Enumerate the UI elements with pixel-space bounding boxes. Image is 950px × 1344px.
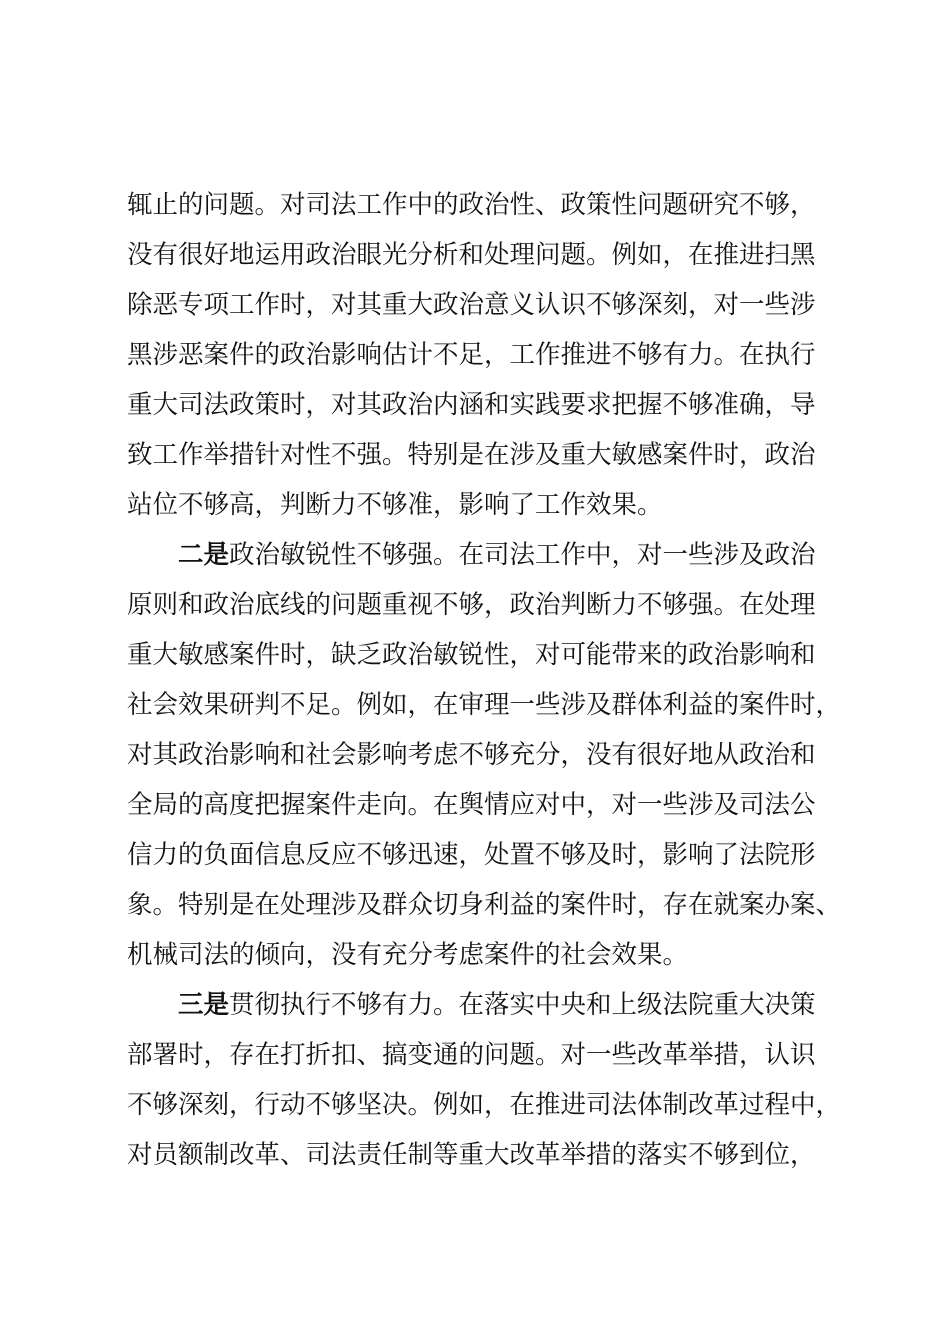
text-line: 信力的负面信息反应不够迅速，处置不够及时，影响了法院形 — [127, 840, 816, 870]
paragraph-lead: 三是 — [178, 990, 230, 1020]
paragraph-lead: 二是 — [178, 540, 230, 570]
text-line: 除恶专项工作时，对其重大政治意义认识不够深刻，对一些涉 — [127, 290, 816, 320]
text-line: 重大敏感案件时，缺乏政治敏锐性，对可能带来的政治影响和 — [127, 640, 816, 670]
paragraph-1 — [127, 180, 862, 530]
document-body — [127, 180, 862, 1180]
text-line: 不够深刻，行动不够坚决。例如，在推进司法体制改革过程中， — [127, 1090, 842, 1120]
text-line: 象。特别是在处理涉及群众切身利益的案件时，存在就案办案、 — [127, 890, 842, 920]
text-line: 社会效果研判不足。例如，在审理一些涉及群体利益的案件时， — [127, 690, 842, 720]
text-line: 重大司法政策时，对其政治内涵和实践要求把握不够准确，导 — [127, 390, 816, 420]
text-line: 没有很好地运用政治眼光分析和处理问题。例如，在推进扫黑 — [127, 240, 816, 270]
text-line: 辄止的问题。对司法工作中的政治性、政策性问题研究不够， — [127, 190, 816, 220]
text-line: 部署时，存在打折扣、搞变通的问题。对一些改革举措，认识 — [127, 1040, 816, 1070]
paragraph-3 — [127, 980, 862, 1180]
text-line: 对员额制改革、司法责任制等重大改革举措的落实不够到位， — [127, 1140, 816, 1170]
text-line: 原则和政治底线的问题重视不够，政治判断力不够强。在处理 — [127, 590, 816, 620]
text-line: 黑涉恶案件的政治影响估计不足，工作推进不够有力。在执行 — [127, 340, 816, 370]
text-line: 站位不够高，判断力不够准，影响了工作效果。 — [127, 490, 663, 520]
paragraph-2 — [127, 530, 862, 980]
text-line — [127, 980, 862, 1030]
text-line: 致工作举措针对性不强。特别是在涉及重大敏感案件时，政治 — [127, 440, 816, 470]
text-line: 对其政治影响和社会影响考虑不够充分，没有很好地从政治和 — [127, 740, 816, 770]
text-line: 全局的高度把握案件走向。在舆情应对中，对一些涉及司法公 — [127, 790, 816, 820]
paragraph-first-line: 贯彻执行不够有力。在落实中央和上级法院重大决策 — [229, 990, 816, 1020]
paragraph-first-line: 政治敏锐性不够强。在司法工作中，对一些涉及政治 — [229, 540, 816, 570]
text-line — [127, 530, 862, 580]
text-line: 机械司法的倾向，没有充分考虑案件的社会效果。 — [127, 940, 689, 970]
